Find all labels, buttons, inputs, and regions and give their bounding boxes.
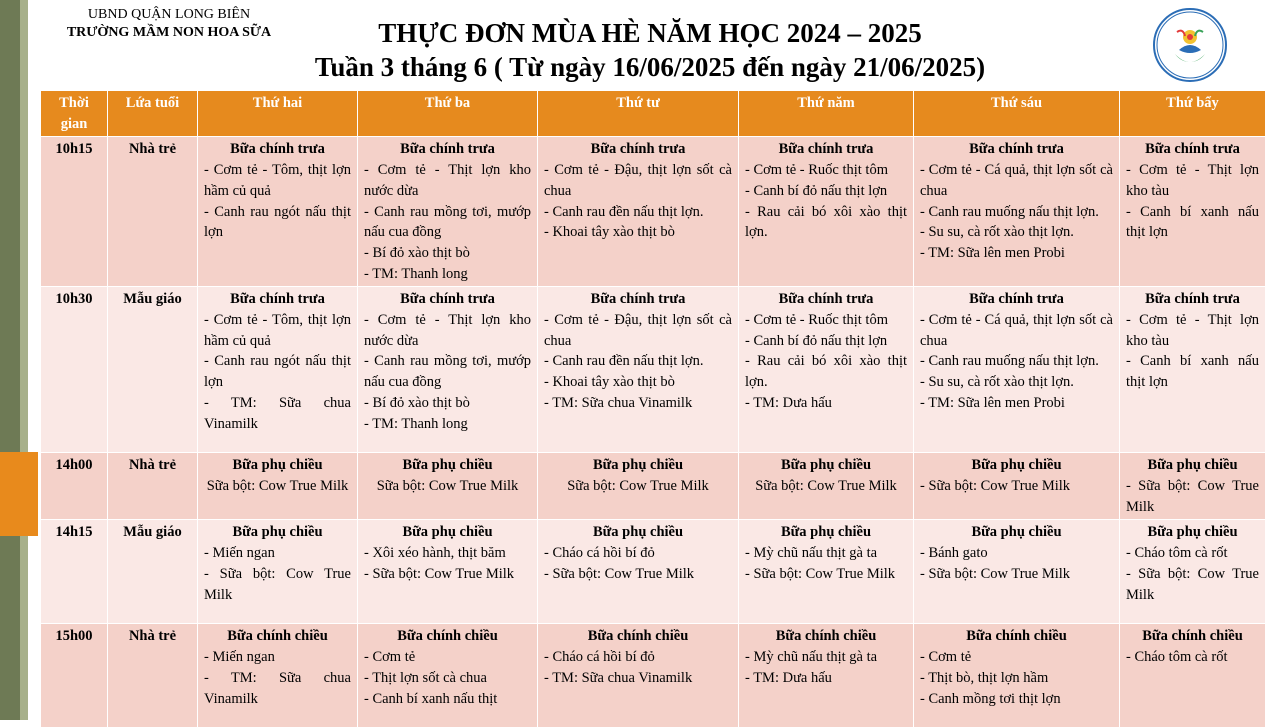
dish-line: - Canh mồng tơi thịt lợn — [920, 690, 1061, 707]
dish-line: - Cơm tẻ - Tôm, thịt lợn hầm củ quả — [204, 312, 351, 349]
meal-cell — [538, 520, 739, 624]
dish-line: - Cơm tẻ - Thịt lợn kho tàu — [1126, 312, 1259, 349]
dish-line: - TM: Sữa chua Vinamilk — [544, 394, 693, 411]
meal-heading: Bữa chính chiều — [966, 628, 1067, 645]
dish-line: - Sữa bột: Cow True Milk — [920, 478, 1071, 495]
meal-heading: Bữa phụ chiều — [780, 457, 872, 474]
meal-cell — [358, 137, 538, 287]
meal-cell — [198, 453, 358, 520]
column-header: Lứa tuổi — [108, 91, 198, 137]
meal-heading: Bữa phụ chiều — [971, 457, 1062, 474]
meal-heading: Bữa chính chiều — [397, 628, 498, 645]
meal-cell — [1120, 453, 1266, 520]
school-name: TRƯỜNG MẦM NON HOA SỮA — [66, 25, 272, 40]
meal-cell — [538, 453, 739, 520]
table-row — [41, 287, 1266, 453]
meal-heading: Bữa chính chiều — [1142, 628, 1243, 645]
dish-line: - Cơm tẻ - Thịt lợn kho tàu — [1126, 162, 1259, 199]
meal-cell — [914, 520, 1120, 624]
dish-line: - Thịt lợn sốt cà chua — [364, 669, 487, 686]
meal-cell — [358, 453, 538, 520]
meal-cell — [358, 287, 538, 453]
meal-cell — [914, 287, 1120, 453]
weekly-menu-table — [40, 90, 1266, 728]
dish-line: - Cơm tẻ - Cá quả, thịt lợn sốt cà chua — [920, 162, 1113, 199]
page-title: THỰC ĐƠN MÙA HÈ NĂM HỌC 2024 – 2025 — [378, 18, 922, 48]
dish-line: - Cháo cá hồi bí đỏ — [544, 545, 655, 562]
district-name: UBND QUẬN LONG BIÊN — [87, 7, 251, 22]
meal-heading: Bữa chính trưa — [1145, 141, 1240, 158]
meal-heading: Bữa chính chiều — [775, 628, 877, 645]
meal-cell — [1120, 520, 1266, 624]
dish-line: - Sữa bột: Cow True Milk — [1126, 478, 1259, 515]
meal-cell — [739, 287, 914, 453]
dish-line: - Miến ngan — [204, 545, 275, 562]
age-group-cell: Mẫu giáo — [108, 287, 198, 453]
meal-cell — [739, 520, 914, 624]
dish-line: - Sữa bột: Cow True Milk — [544, 565, 695, 582]
dish-line: - Sữa bột: Cow True Milk — [204, 565, 351, 603]
dish-line: - Cháo tôm cà rốt — [1126, 649, 1228, 666]
dish-line: - Cơm tẻ - Thịt lợn kho nước dừa — [364, 162, 531, 199]
dish-line: - TM: Dưa hấu — [745, 394, 832, 411]
dish-line: Sữa bột: Cow True Milk — [376, 478, 519, 495]
meal-cell — [1120, 137, 1266, 287]
dish-line: - Sữa bột: Cow True Milk — [364, 565, 515, 582]
meal-heading: Bữa chính trưa — [230, 291, 325, 308]
age-group-cell: Mẫu giáo — [108, 520, 198, 624]
meal-heading: Bữa phụ chiều — [232, 457, 323, 474]
dish-line: - Canh rau muống nấu thịt lợn. — [920, 203, 1099, 220]
meal-cell — [538, 287, 739, 453]
dish-line: - TM: Sữa lên men Probi — [920, 394, 1065, 411]
dish-line: - Canh rau đền nấu thịt lợn. — [544, 353, 704, 370]
dish-line: - Cháo tôm cà rốt — [1126, 545, 1228, 562]
meal-cell — [358, 624, 538, 728]
dish-line: - Canh rau mồng tơi, mướp nấu cua đồng — [364, 203, 531, 241]
dish-line: - Cơm tẻ — [364, 649, 416, 666]
dish-line: - Cơm tẻ - Cá quả, thịt lợn sốt cà chua — [920, 312, 1113, 349]
dish-line: - Mỳ chũ nấu thịt gà ta — [745, 649, 878, 666]
column-header: Thứ năm — [739, 91, 914, 137]
dish-line: - Su su, cà rốt xào thịt lợn. — [920, 374, 1074, 391]
dish-line: - Bí đỏ xào thịt bò — [364, 394, 470, 411]
meal-heading: Bữa chính trưa — [969, 291, 1064, 308]
column-header: Thứ sáu — [914, 91, 1120, 137]
meal-heading: Bữa chính trưa — [969, 141, 1064, 158]
meal-heading: Bữa chính trưa — [230, 141, 325, 158]
age-group-cell: Nhà trẻ — [108, 137, 198, 287]
dish-line: - Cơm tẻ - Tôm, thịt lợn hầm củ quả — [204, 162, 351, 199]
dish-line: - Xôi xéo hành, thịt băm — [364, 545, 506, 562]
meal-heading: Bữa phụ chiều — [232, 524, 323, 541]
dish-line: - Rau cải bó xôi xào thịt lợn. — [745, 353, 907, 391]
meal-heading: Bữa phụ chiều — [402, 457, 493, 474]
meal-cell — [538, 137, 739, 287]
meal-cell — [914, 137, 1120, 287]
dish-line: - Canh rau ngót nấu thịt lợn — [204, 203, 351, 241]
meal-heading: Bữa phụ chiều — [1147, 524, 1238, 541]
dish-line: - TM: Thanh long — [364, 265, 468, 282]
meal-heading: Bữa chính trưa — [1145, 291, 1240, 308]
dish-line: - Canh bí xanh nấu thịt lợn — [1126, 203, 1259, 241]
dish-line: - Bánh gato — [920, 545, 988, 562]
dish-line: - Canh bí đỏ nấu thịt lợn — [745, 332, 888, 349]
time-cell: 14h15 — [41, 520, 108, 624]
decorative-orange-block — [0, 452, 38, 536]
time-cell: 14h00 — [41, 453, 108, 520]
meal-heading: Bữa phụ chiều — [592, 457, 684, 474]
time-cell: 10h15 — [41, 137, 108, 287]
meal-heading: Bữa phụ chiều — [1147, 457, 1238, 474]
meal-heading: Bữa phụ chiều — [402, 524, 493, 541]
dish-line: - Khoai tây xào thịt bò — [544, 374, 675, 391]
meal-cell — [1120, 287, 1266, 453]
meal-cell — [198, 287, 358, 453]
dish-line: - Rau cải bó xôi xào thịt lợn. — [745, 203, 907, 241]
dish-line: - TM: Sữa chua Vinamilk — [204, 669, 351, 707]
meal-heading: Bữa chính chiều — [227, 628, 328, 645]
age-group-cell: Nhà trẻ — [108, 624, 198, 728]
meal-heading: Bữa chính trưa — [778, 291, 874, 308]
meal-cell — [739, 137, 914, 287]
dish-line: - Cơm tẻ — [920, 649, 972, 666]
meal-heading: Bữa chính trưa — [400, 141, 495, 158]
dish-line: - Miến ngan — [204, 649, 275, 666]
dish-line: - Cơm tẻ - Đậu, thịt lợn sốt cà chua — [544, 162, 732, 199]
dish-line: - Canh bí xanh nấu thịt lợn — [1126, 353, 1259, 391]
meal-heading: Bữa phụ chiều — [592, 524, 684, 541]
meal-cell — [914, 453, 1120, 520]
column-header: Thứ tư — [538, 91, 739, 137]
meal-heading: Bữa chính trưa — [778, 141, 874, 158]
dish-line: - Mỳ chũ nấu thịt gà ta — [745, 545, 878, 562]
table-row — [41, 137, 1266, 287]
meal-cell — [739, 453, 914, 520]
dish-line: - Canh rau ngót nấu thịt lợn — [204, 353, 351, 391]
dish-line: - TM: Thanh long — [364, 415, 468, 432]
meal-heading: Bữa phụ chiều — [971, 524, 1062, 541]
dish-line: - Sữa bột: Cow True Milk — [745, 565, 896, 582]
meal-cell — [538, 624, 739, 728]
dish-line: - Thịt bò, thịt lợn hầm — [920, 669, 1049, 686]
dish-line: - Sữa bột: Cow True Milk — [1126, 565, 1259, 603]
dish-line: - Cơm tẻ - Ruốc thịt tôm — [745, 162, 888, 179]
meal-heading: Bữa chính trưa — [400, 291, 495, 308]
dish-line: - TM: Sữa chua Vinamilk — [544, 669, 693, 686]
page-subtitle: Tuần 3 tháng 6 ( Từ ngày 16/06/2025 đến ngày 21/06/2025) — [314, 52, 986, 82]
dish-line: - Sữa bột: Cow True Milk — [920, 565, 1071, 582]
column-header: Thứ hai — [198, 91, 358, 137]
table-row — [41, 453, 1266, 520]
column-header: Thời gian — [41, 91, 108, 137]
dish-line: - Cơm tẻ - Thịt lợn kho nước dừa — [364, 312, 531, 349]
dish-line: Sữa bột: Cow True Milk — [567, 478, 709, 495]
dish-line: - Canh rau đền nấu thịt lợn. — [544, 203, 704, 220]
dish-line: - Canh bí đỏ nấu thịt lợn — [745, 182, 888, 199]
meal-heading: Bữa chính chiều — [587, 628, 689, 645]
age-group-cell: Nhà trẻ — [108, 453, 198, 520]
table-row — [41, 520, 1266, 624]
table-header-row — [41, 91, 1266, 137]
time-cell: 10h30 — [41, 287, 108, 453]
dish-line: - TM: Sữa lên men Probi — [920, 244, 1065, 261]
dish-line: - Canh rau muống nấu thịt lợn. — [920, 353, 1099, 370]
dish-line: - Su su, cà rốt xào thịt lợn. — [920, 224, 1074, 241]
meal-cell — [739, 624, 914, 728]
decorative-side-bar — [0, 0, 20, 720]
meal-cell — [1120, 624, 1266, 728]
dish-line: - Bí đỏ xào thịt bò — [364, 244, 470, 261]
dish-line: - Cháo cá hồi bí đỏ — [544, 649, 655, 666]
meal-heading: Bữa phụ chiều — [780, 524, 872, 541]
dish-line: - Cơm tẻ - Ruốc thịt tôm — [745, 312, 888, 329]
meal-heading: Bữa chính trưa — [590, 141, 686, 158]
dish-line: Sữa bột: Cow True Milk — [755, 478, 897, 495]
meal-cell — [198, 624, 358, 728]
dish-line: - Khoai tây xào thịt bò — [544, 224, 675, 241]
decorative-side-bar-light — [20, 0, 28, 720]
meal-cell — [358, 520, 538, 624]
dish-line: - Canh bí xanh nấu thịt — [364, 690, 498, 707]
meal-cell — [198, 137, 358, 287]
table-row — [41, 624, 1266, 728]
time-cell: 15h00 — [41, 624, 108, 728]
school-logo-icon — [1153, 8, 1227, 82]
dish-line: - Canh rau mồng tơi, mướp nấu cua đồng — [364, 353, 531, 391]
column-header: Thứ bẩy — [1120, 91, 1266, 137]
meal-heading: Bữa chính trưa — [590, 291, 686, 308]
meal-cell — [914, 624, 1120, 728]
dish-line: Sữa bột: Cow True Milk — [206, 478, 349, 495]
dish-line: - Cơm tẻ - Đậu, thịt lợn sốt cà chua — [544, 312, 732, 349]
dish-line: - TM: Sữa chua Vinamilk — [204, 394, 351, 432]
menu-title-block — [250, 16, 1050, 84]
meal-cell — [198, 520, 358, 624]
dish-line: - TM: Dưa hấu — [745, 669, 832, 686]
column-header: Thứ ba — [358, 91, 538, 137]
